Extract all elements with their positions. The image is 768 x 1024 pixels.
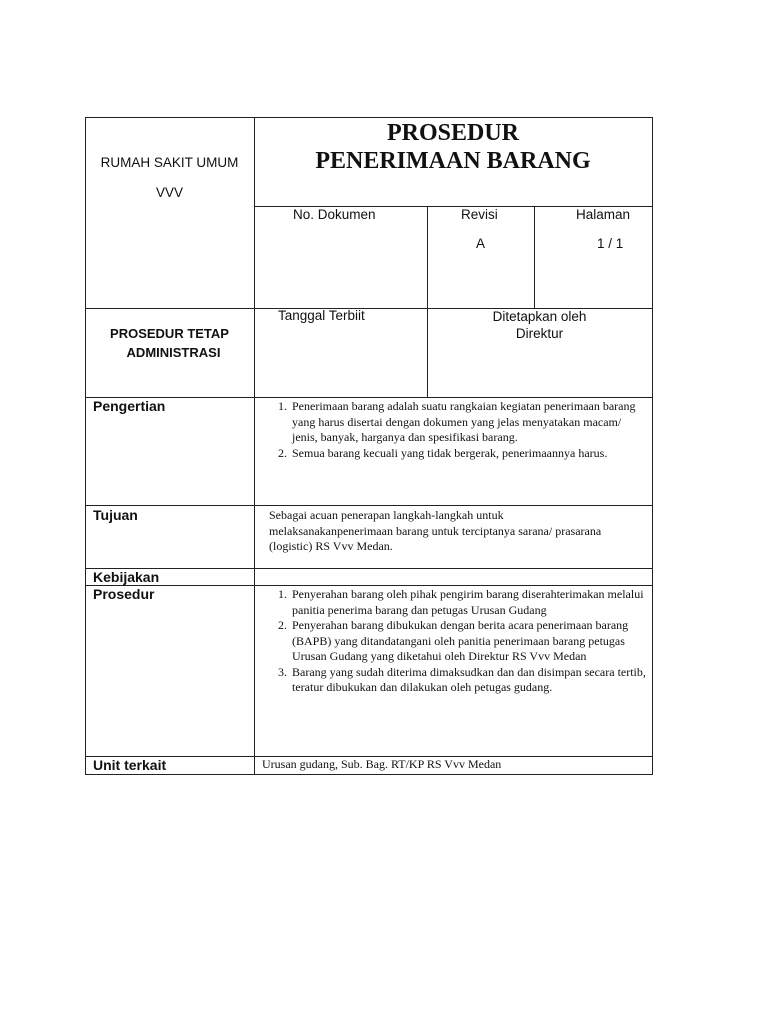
pengertian-list xyxy=(268,399,648,461)
table-border-right xyxy=(652,117,653,775)
header-divider-row3 xyxy=(85,397,653,398)
tujuan-text: Sebagai acuan penerapan langkah-langkah untuk melaksanakanpenerimaan barang untuk terciptanya sarana/ prasarana (logistic) RS Vvv Medan. xyxy=(269,508,602,553)
tujuan-label: Tujuan xyxy=(93,507,138,523)
prosedur-list xyxy=(268,587,646,696)
prosedur-item-3: 3. Barang yang sudah diterima dimaksudkan dan dan disimpan secara tertib, teratur dibukukan dan dilakukan oleh petugas gudang. xyxy=(290,665,646,696)
revision-value: A xyxy=(476,236,486,251)
document-title xyxy=(254,119,652,175)
approved-by-line1: Ditetapkan oleh xyxy=(492,309,587,324)
institution-line2: VVV xyxy=(155,185,183,200)
pengertian-item-2: 2. Semua barang kecuali yang tidak bergerak, penerimaannya harus. xyxy=(290,446,648,462)
title-line1: PROSEDUR xyxy=(386,120,519,146)
prosedur-content xyxy=(268,587,646,696)
kebijakan-label: Kebijakan xyxy=(93,569,160,585)
unit-terkait-text: Urusan gudang, Sub. Bag. RT/KP RS Vvv Medan xyxy=(262,757,502,771)
institution-name xyxy=(85,148,254,208)
column-divider-halaman xyxy=(534,206,535,308)
sop-type-line2: ADMINISTRASI xyxy=(126,345,221,360)
prosedur-label: Prosedur xyxy=(93,586,155,602)
column-divider-main xyxy=(254,117,255,775)
row-divider-pengertian xyxy=(85,505,653,506)
issue-date-label: Tanggal Terbiit xyxy=(278,308,365,323)
institution-line1: RUMAH SAKIT UMUM xyxy=(100,155,239,170)
pengertian-item-1: 1. Penerimaan barang adalah suatu rangkaian kegiatan penerimaan barang yang harus disertai dengan dokumen yang jelas menyatakan macam/ jenis, banyak, harganya dan spesifikasi barang. xyxy=(290,399,648,446)
column-divider-revisi xyxy=(427,206,428,397)
pengertian-content xyxy=(268,399,648,461)
table-border-top xyxy=(85,117,653,118)
unit-terkait-label: Unit terkait xyxy=(93,757,167,773)
table-border-bottom xyxy=(85,774,653,775)
revision-label: Revisi xyxy=(461,207,498,222)
sop-type xyxy=(85,324,254,362)
page-label: Halaman xyxy=(576,207,631,222)
row-divider-tujuan xyxy=(85,568,653,569)
doc-no-label: No. Dokumen xyxy=(293,207,376,222)
pengertian-label: Pengertian xyxy=(93,398,166,414)
prosedur-item-1: 1. Penyerahan barang oleh pihak pengirim barang diserahterimakan melalui panitia penerima barang dan petugas Urusan Gudang xyxy=(290,587,646,618)
approved-by-line2: Direktur xyxy=(515,326,564,341)
title-line2: PENERIMAAN BARANG xyxy=(315,148,591,174)
row-divider-kebijakan xyxy=(85,585,653,586)
approved-by xyxy=(427,308,652,342)
table-border-left xyxy=(85,117,86,775)
sop-type-line1: PROSEDUR TETAP xyxy=(110,326,229,341)
prosedur-item-2: 2. Penyerahan barang dibukukan dengan berita acara penerimaan barang (BAPB) yang ditandatangani oleh panitia penerimaan barang petugas Urusan Gudang yang diketahui oleh Direktur RS Vvv Medan xyxy=(290,618,646,665)
page-value: 1 / 1 xyxy=(597,236,624,251)
